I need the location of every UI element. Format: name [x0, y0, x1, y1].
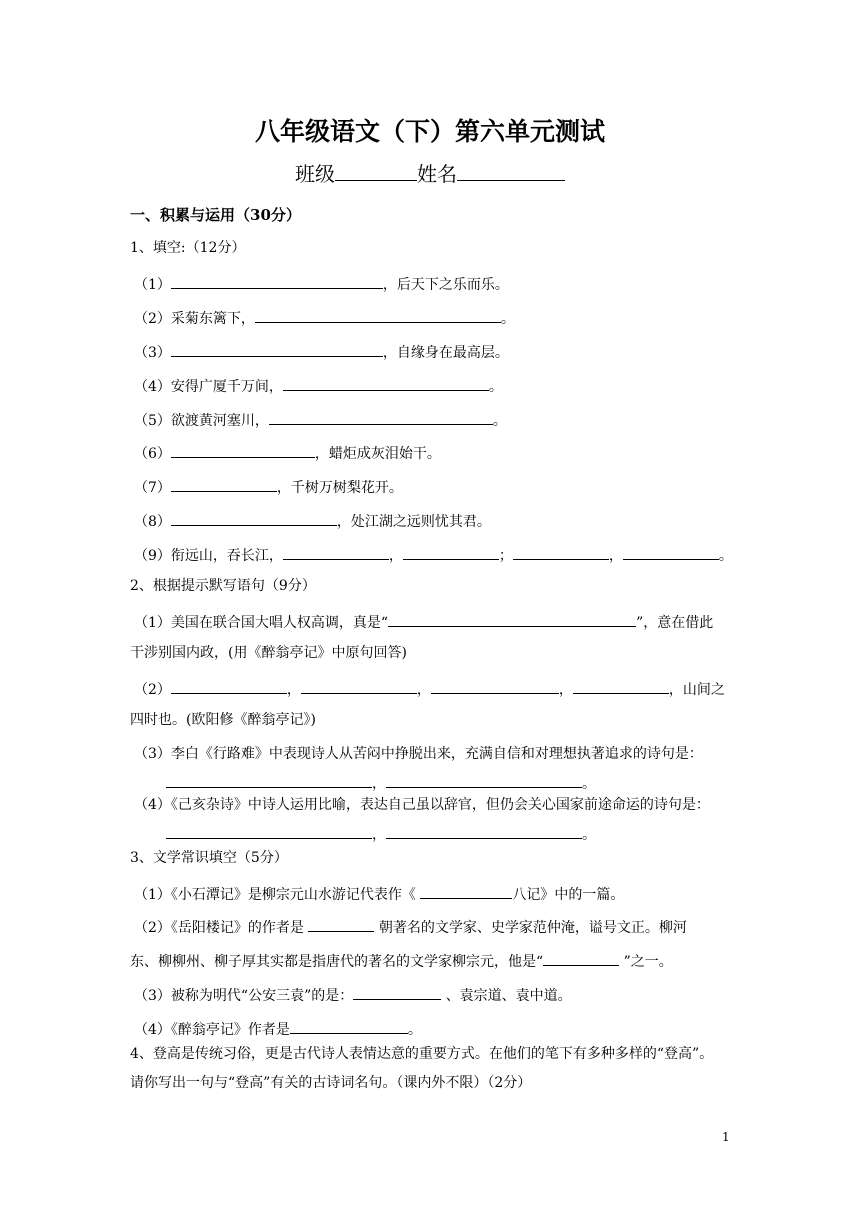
question-line: 4、登高是传统习俗，更是古代诗人表情达意的重要方式。在他们的笔下有多种多样的“登高”。 — [130, 1046, 714, 1062]
answer-blank[interactable] — [386, 771, 582, 788]
answer-blank[interactable] — [166, 771, 372, 788]
punctuation: 。 — [718, 548, 733, 564]
item-text: （6） — [134, 446, 171, 462]
item-text: （8） — [134, 514, 171, 530]
question-line: （3）李白《行路难》中表现诗人从苦闷中挣脱出来，充满自信和对理想执著追求的诗句是： — [134, 746, 703, 762]
punctuation: ， — [608, 548, 623, 564]
class-blank[interactable] — [335, 164, 417, 181]
question-line: 四时也。(欧阳修《醉翁亭记》) — [130, 712, 316, 728]
question-line — [166, 822, 596, 845]
item-text: （7） — [134, 480, 171, 496]
item-text: （5）欲渡黄河塞川， — [134, 413, 269, 429]
item-text: （4）《醉翁亭记》作者是 — [134, 1022, 290, 1038]
question-line — [134, 915, 687, 938]
question-line — [134, 306, 515, 329]
item-text: ，蜡炬成灰泪始干。 — [314, 446, 441, 462]
question-heading: 2、根据提示默写语句（9分） — [130, 578, 316, 594]
answer-blank[interactable] — [171, 677, 287, 694]
punctuation: ， — [558, 682, 573, 698]
answer-blank[interactable] — [171, 272, 383, 289]
question-line — [134, 610, 713, 633]
answer-blank[interactable] — [171, 509, 337, 526]
answer-blank[interactable] — [301, 677, 417, 694]
answer-blank[interactable] — [543, 949, 619, 966]
question-line: 请你写出一句与“登高”有关的古诗词名句。（课内外不限）（2分） — [130, 1075, 532, 1091]
answer-blank[interactable] — [283, 374, 489, 391]
punctuation: ， — [388, 548, 403, 564]
answer-blank[interactable] — [166, 822, 372, 839]
item-text: （1） — [134, 277, 171, 293]
item-text: （2） — [134, 682, 171, 698]
question-line — [134, 983, 572, 1006]
punctuation: 。 — [582, 827, 596, 843]
question-line — [134, 509, 491, 532]
answer-blank[interactable] — [513, 543, 609, 560]
answer-blank[interactable] — [386, 822, 582, 839]
name-blank[interactable] — [457, 164, 565, 181]
answer-blank[interactable] — [283, 543, 389, 560]
answer-blank[interactable] — [255, 306, 501, 323]
item-text: （1）美国在联合国大唱人权高调，真是“ — [134, 615, 389, 631]
punctuation: 。 — [582, 776, 596, 792]
item-text: ”，意在借此 — [636, 615, 714, 631]
class-name-line — [0, 158, 860, 187]
answer-blank[interactable] — [171, 340, 383, 357]
page-title: 八年级语文（下）第六单元测试 — [254, 117, 605, 146]
answer-blank[interactable] — [420, 882, 512, 899]
question-line — [134, 882, 624, 905]
item-text: 东、柳柳州、柳子厚其实都是指唐代的著名的文学家柳宗元，他是“ — [130, 954, 544, 970]
answer-blank[interactable] — [171, 475, 277, 492]
item-text: （3）被称为明代“公安三袁”的是： — [134, 988, 354, 1004]
question-line — [134, 1017, 422, 1040]
answer-blank[interactable] — [388, 610, 636, 627]
question-line — [134, 408, 507, 431]
question-line — [166, 771, 596, 794]
class-label: 班级 — [295, 162, 335, 186]
item-text: ，处江湖之远则忧其君。 — [336, 514, 491, 530]
item-text: 朝著名的文学家、史学家范仲淹，谥号文正。柳河 — [378, 920, 687, 936]
answer-blank[interactable] — [171, 441, 315, 458]
answer-blank[interactable] — [431, 677, 559, 694]
item-text: ”之一。 — [623, 954, 673, 970]
question-line — [134, 272, 509, 295]
item-text: 。 — [492, 413, 507, 429]
question-heading: 3、文学常识填空（5分） — [130, 850, 288, 866]
question-line: （4）《己亥杂诗》中诗人运用比喻，表达自己虽以辞官，但仍会关心国家前途命运的诗句是： — [134, 797, 710, 813]
question-line — [134, 441, 441, 464]
item-text: （2）采菊东篱下， — [134, 311, 255, 327]
answer-blank[interactable] — [573, 677, 669, 694]
item-text: 八记》中的一篇。 — [512, 887, 625, 903]
item-text: （9）衔远山，吞长江， — [134, 548, 283, 564]
punctuation: ， — [372, 827, 386, 843]
answer-blank[interactable] — [269, 408, 493, 425]
punctuation: ； — [498, 548, 513, 564]
answer-blank[interactable] — [403, 543, 499, 560]
question-line — [130, 949, 673, 972]
punctuation: ， — [416, 682, 431, 698]
answer-blank[interactable] — [308, 915, 374, 932]
item-text: 。 — [407, 1022, 422, 1038]
name-label: 姓名 — [417, 162, 457, 186]
item-text: ，自缘身在最高层。 — [382, 345, 509, 361]
punctuation: ， — [286, 682, 301, 698]
item-text: 、袁宗道、袁中道。 — [445, 988, 572, 1004]
item-text: （2）《岳阳楼记》的作者是 — [134, 920, 304, 936]
item-text: ，千树万树梨花开。 — [276, 480, 403, 496]
item-text: （1）《小石潭记》是柳宗元山水游记代表作《 — [134, 887, 416, 903]
question-line — [134, 677, 725, 700]
punctuation: ， — [372, 776, 386, 792]
question-line — [134, 340, 509, 363]
item-text: ，后天下之乐而乐。 — [382, 277, 509, 293]
answer-blank[interactable] — [623, 543, 719, 560]
item-text: ，山间之 — [668, 682, 725, 698]
section-heading: 一、积累与运用（30分） — [130, 206, 301, 224]
item-text: （3） — [134, 345, 171, 361]
item-text: 。 — [500, 311, 515, 327]
question-line — [134, 475, 403, 498]
question-line — [134, 543, 733, 566]
item-text: 。 — [488, 379, 503, 395]
page-number: 1 — [722, 1130, 730, 1144]
item-text: （4）安得广厦千万间， — [134, 379, 283, 395]
question-heading: 1、填空:（12分） — [130, 240, 246, 256]
answer-blank[interactable] — [290, 1017, 408, 1034]
question-line — [134, 374, 503, 397]
question-line: 干涉别国内政，(用《醉翁亭记》中原句回答) — [130, 645, 407, 661]
answer-blank[interactable] — [353, 983, 441, 1000]
